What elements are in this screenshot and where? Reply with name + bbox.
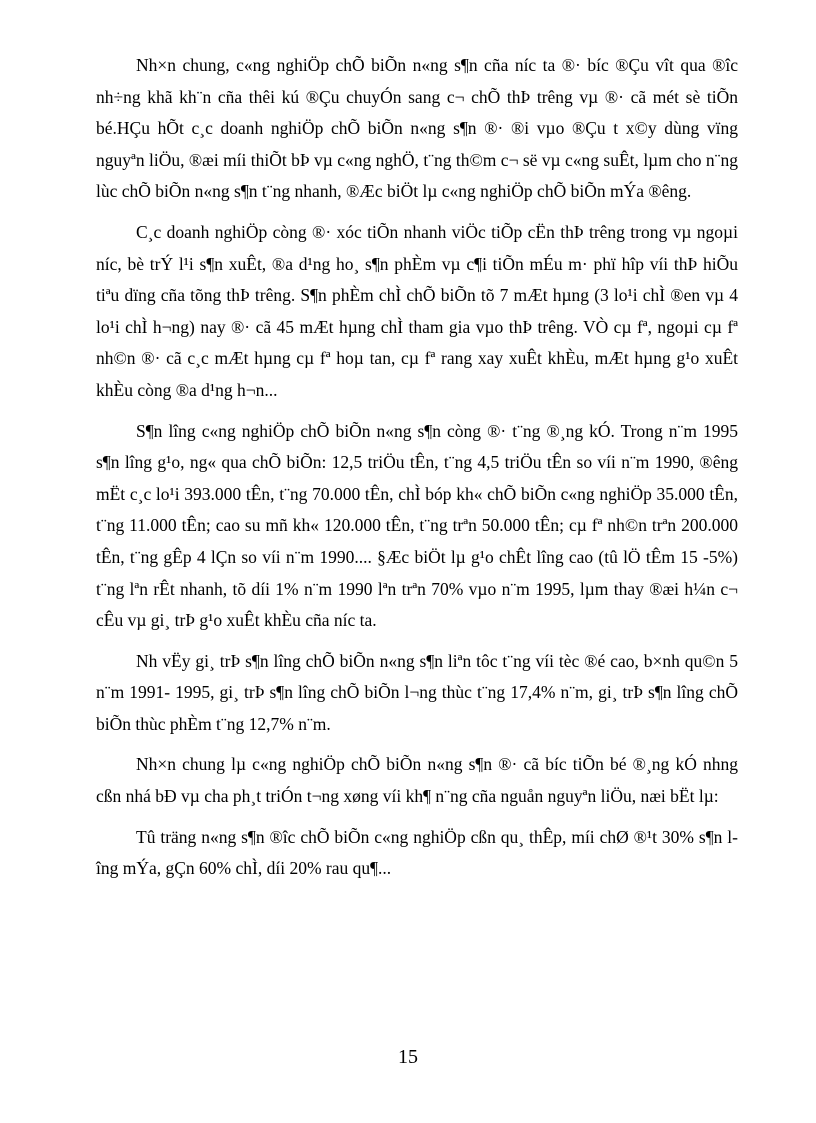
paragraph-overview: Nh×n chung, c«ng nghiÖp chÕ biÕn n«ng s¶n cña níc ta ®· bíc ®Çu vît qua ®îc nh÷ng khã kh¨n cña thêi kú ®Çu chuyÓn sang c¬ chÕ thÞ trêng vµ ®· cã mét sè tiÕn bé.HÇu hÕt c¸c doanh nghiÖp chÕ biÕn n«ng s¶n ®· ®i vµo ®Çu t x©y dùng vïng nguyªn liÖu, ®æi míi thiÕt bÞ vµ c«ng nghÖ, t¨ng th©m c¬ së vµ c«ng suÊt, lµm cho n¨ng lùc chÕ biÕn n«ng s¶n t¨ng nhanh, ®Æc biÖt lµ c«ng nghiÖp chÕ biÕn mÝa ®êng. (96, 55, 738, 202)
paragraph-limitations: Nh×n chung lµ c«ng nghiÖp chÕ biÕn n«ng s¶n ®· cã bíc tiÕn bé ®¸ng kÓ nhng cßn nhá bÐ vµ cha ph¸t triÓn t¬ng xøng víi kh¶ n¨ng cña nguån nguyªn liÖu, næi bËt lµ: (96, 754, 738, 807)
paragraph-output-growth: S¶n lîng c«ng nghiÖp chÕ biÕn n«ng s¶n còng ®· t¨ng ®¸ng kÓ. Trong n¨m 1995 s¶n lîng g¹o, ng« qua chÕ biÕn: 12,5 triÖu tÊn, t¨ng 4,5 triÖu tÊn so víi n¨m 1990, ®êng mËt c¸c lo¹i 393.000 tÊn, t¨ng 70.000 tÊn, chÌ bóp kh« chÕ biÕn c«ng nghiÖp 35.000 tÊn, t¨ng 11.000 tÊn; cao su mñ kh« 120.000 tÊn, t¨ng trªn 50.000 tÊn; cµ fª nh©n trªn 200.000 tÊn, t¨ng gÊp 4 lÇn so víi n¨m 1990.... §Æc biÖt lµ g¹o chÊt lîng cao (tû lÖ tÊm 15 -5%) t¨ng lªn rÊt nhanh, tõ díi 1% n¨m 1990 lªn trªn 70% vµo n¨m 1995, lµm thay ®æi h¼n c¬ cÊu vµ gi¸ trÞ g¹o xuÊt khÈu cña níc ta. (96, 420, 738, 631)
page-number: 15 (398, 1046, 418, 1068)
paragraph-processing-ratio: Tû träng n«ng s¶n ®îc chÕ biÕn c«ng nghiÖp cßn qu¸ thÊp, míi chØ ®¹t 30% s¶n lîng mÝa, gÇn 60% chÌ, díi 20% rau qu¶... (96, 826, 738, 879)
paragraph-market-access: C¸c doanh nghiÖp còng ®· xóc tiÕn nhanh viÖc tiÕp cËn thÞ trêng trong vµ ngoµi níc, bè trÝ l¹i s¶n xuÊt, ®a d¹ng ho¸ s¶n phÈm vµ c¶i tiÕn mÉu m· phï hîp víi thÞ hiÕu tiªu dïng cña tõng thÞ trêng. S¶n phÈm chÌ chÕ biÕn tõ 7 mÆt hµng (3 lo¹i chÌ ®en vµ 4 lo¹i chÌ h¬ng) nay ®· cã 45 mÆt hµng chÌ tham gia vµo thÞ trêng. VÒ cµ fª, ngoµi cµ fª nh©n ®· cã c¸c mÆt hµng cµ fª hoµ tan, cµ fª rang xay xuÊt khÈu, mÆt hµng g¹o xuÊt khÈu còng ®a d¹ng h¬n... (96, 221, 738, 400)
document-body (96, 50, 738, 894)
paragraph-value-growth: Nh vËy gi¸ trÞ s¶n lîng chÕ biÕn n«ng s¶n liªn tôc t¨ng víi tèc ®é cao, b×nh qu©n 5 n¨m 1991- 1995, gi¸ trÞ s¶n lîng chÕ biÕn l¬ng thùc t¨ng 17,4% n¨m, gi¸ trÞ s¶n lîng chÕ biÕn thùc phÈm t¨ng 12,7% n¨m. (96, 650, 738, 734)
